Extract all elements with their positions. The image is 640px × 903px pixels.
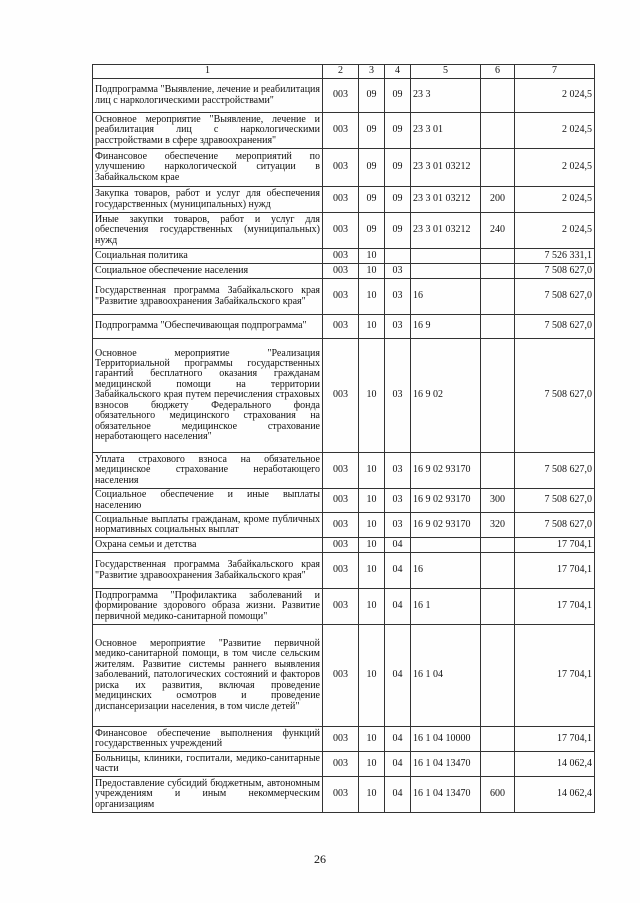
table-row: [93, 489, 595, 513]
amount-cell: 17 704,1: [515, 727, 595, 752]
expense-type-cell: 600: [481, 777, 515, 813]
target-article-cell: 16 1: [411, 589, 481, 625]
table-body: [93, 79, 595, 813]
item-name-cell: Больницы, клиники, госпитали, медико-санитарные части: [93, 752, 323, 777]
table-row: [93, 279, 595, 315]
amount-cell: 7 508 627,0: [515, 489, 595, 513]
section-cell: 09: [359, 79, 385, 113]
subsection-cell: 03: [385, 264, 411, 279]
table-row: [93, 453, 595, 489]
amount-cell: 2 024,5: [515, 79, 595, 113]
expense-type-cell: [481, 249, 515, 264]
target-article-cell: [411, 264, 481, 279]
amount-cell: 7 508 627,0: [515, 315, 595, 339]
expense-type-cell: [481, 315, 515, 339]
amount-cell: 7 508 627,0: [515, 453, 595, 489]
target-article-cell: 23 3 01: [411, 113, 481, 149]
expense-type-cell: [481, 339, 515, 453]
expense-type-cell: [481, 589, 515, 625]
item-name-cell: Финансовое обеспечение выполнения функций государственных учреждений: [93, 727, 323, 752]
table-row: [93, 187, 595, 213]
section-cell: 09: [359, 213, 385, 249]
item-name-cell: Подпрограмма "Обеспечивающая подпрограмма": [93, 315, 323, 339]
table-row: [93, 249, 595, 264]
expense-type-cell: [481, 553, 515, 589]
subsection-cell: 09: [385, 149, 411, 187]
amount-cell: 7 508 627,0: [515, 279, 595, 315]
expense-type-cell: [481, 279, 515, 315]
target-article-cell: [411, 249, 481, 264]
item-name-cell: Охрана семьи и детства: [93, 538, 323, 553]
grbs-cell: 003: [323, 553, 359, 589]
expense-type-cell: [481, 149, 515, 187]
section-cell: 10: [359, 315, 385, 339]
item-name-cell: Финансовое обеспечение мероприятий по улучшению наркологической ситуации в Забайкальском крае: [93, 149, 323, 187]
amount-cell: 7 508 627,0: [515, 339, 595, 453]
section-cell: 09: [359, 113, 385, 149]
item-name-cell: Социальная политика: [93, 249, 323, 264]
target-article-cell: 16: [411, 279, 481, 315]
target-article-cell: 16 9 02 93170: [411, 453, 481, 489]
grbs-cell: 003: [323, 513, 359, 538]
section-cell: 10: [359, 264, 385, 279]
grbs-cell: 003: [323, 249, 359, 264]
section-cell: 09: [359, 149, 385, 187]
subsection-cell: 03: [385, 489, 411, 513]
expense-type-cell: [481, 79, 515, 113]
expense-type-cell: 200: [481, 187, 515, 213]
grbs-cell: 003: [323, 453, 359, 489]
grbs-cell: 003: [323, 339, 359, 453]
grbs-cell: 003: [323, 79, 359, 113]
target-article-cell: 23 3 01 03212: [411, 187, 481, 213]
table-row: [93, 264, 595, 279]
table-row: [93, 589, 595, 625]
subsection-cell: 04: [385, 752, 411, 777]
expense-type-cell: [481, 538, 515, 553]
subsection-cell: [385, 249, 411, 264]
amount-cell: 2 024,5: [515, 149, 595, 187]
table-row: [93, 213, 595, 249]
grbs-cell: 003: [323, 752, 359, 777]
target-article-cell: 16 1 04 13470: [411, 777, 481, 813]
column-header-6: 6: [481, 65, 515, 79]
grbs-cell: 003: [323, 113, 359, 149]
grbs-cell: 003: [323, 149, 359, 187]
grbs-cell: 003: [323, 625, 359, 727]
target-article-cell: 16 9: [411, 315, 481, 339]
table-row: [93, 113, 595, 149]
subsection-cell: 09: [385, 79, 411, 113]
table-row: [93, 553, 595, 589]
column-header-5: 5: [411, 65, 481, 79]
budget-table: [92, 64, 595, 813]
grbs-cell: 003: [323, 538, 359, 553]
table-row: [93, 315, 595, 339]
amount-cell: 17 704,1: [515, 553, 595, 589]
grbs-cell: 003: [323, 315, 359, 339]
section-cell: 10: [359, 589, 385, 625]
target-article-cell: 23 3 01 03212: [411, 213, 481, 249]
item-name-cell: Иные закупки товаров, работ и услуг для обеспечения государственных (муниципальных) нужд: [93, 213, 323, 249]
amount-cell: 14 062,4: [515, 752, 595, 777]
grbs-cell: 003: [323, 187, 359, 213]
subsection-cell: 03: [385, 513, 411, 538]
expense-type-cell: 240: [481, 213, 515, 249]
section-cell: 09: [359, 187, 385, 213]
section-cell: 10: [359, 339, 385, 453]
target-article-cell: 16 1 04 13470: [411, 752, 481, 777]
item-name-cell: Государственная программа Забайкальского края "Развитие здравоохранения Забайкальского края": [93, 553, 323, 589]
target-article-cell: 23 3 01 03212: [411, 149, 481, 187]
item-name-cell: Основное мероприятие "Выявление, лечение и реабилитация лиц с наркологическими расстройствами в сфере здравоохранения": [93, 113, 323, 149]
target-article-cell: 16: [411, 553, 481, 589]
subsection-cell: 03: [385, 339, 411, 453]
item-name-cell: Уплата страхового взноса на обязательное медицинское страхование неработающего населения: [93, 453, 323, 489]
table-row: [93, 339, 595, 453]
item-name-cell: Подпрограмма "Выявление, лечение и реабилитация лиц с наркологическими расстройствами": [93, 79, 323, 113]
amount-cell: 2 024,5: [515, 213, 595, 249]
item-name-cell: Социальное обеспечение населения: [93, 264, 323, 279]
expense-type-cell: [481, 727, 515, 752]
column-header-7: 7: [515, 65, 595, 79]
target-article-cell: [411, 538, 481, 553]
target-article-cell: 16 9 02 93170: [411, 489, 481, 513]
item-name-cell: Подпрограмма "Профилактика заболеваний и формирование здорового образа жизни. Развитие первичной медико-санитарной помощи": [93, 589, 323, 625]
subsection-cell: 09: [385, 213, 411, 249]
subsection-cell: 04: [385, 589, 411, 625]
grbs-cell: 003: [323, 489, 359, 513]
subsection-cell: 03: [385, 315, 411, 339]
item-name-cell: Предоставление субсидий бюджетным, автономным учреждениям и иным некоммерческим организациям: [93, 777, 323, 813]
expense-type-cell: [481, 113, 515, 149]
subsection-cell: 04: [385, 553, 411, 589]
target-article-cell: 23 3: [411, 79, 481, 113]
item-name-cell: Основное мероприятие "Развитие первичной медико-санитарной помощи, в том числе сельским жителям. Развитие системы раннего выявления заболеваний, патологических состояний и факторов риска их развития, включая проведение медицинских осмотров и проведение диспансеризации населения, в том числе детей": [93, 625, 323, 727]
item-name-cell: Государственная программа Забайкальского края "Развитие здравоохранения Забайкальского края": [93, 279, 323, 315]
column-header-2: 2: [323, 65, 359, 79]
grbs-cell: 003: [323, 727, 359, 752]
subsection-cell: 04: [385, 625, 411, 727]
section-cell: 10: [359, 249, 385, 264]
item-name-cell: Социальные выплаты гражданам, кроме публичных нормативных социальных выплат: [93, 513, 323, 538]
subsection-cell: 03: [385, 279, 411, 315]
item-name-cell: Закупка товаров, работ и услуг для обеспечения государственных (муниципальных) нужд: [93, 187, 323, 213]
amount-cell: 7 508 627,0: [515, 264, 595, 279]
amount-cell: 7 526 331,1: [515, 249, 595, 264]
target-article-cell: 16 9 02 93170: [411, 513, 481, 538]
table-row: [93, 727, 595, 752]
table-row: [93, 625, 595, 727]
amount-cell: 7 508 627,0: [515, 513, 595, 538]
amount-cell: 2 024,5: [515, 113, 595, 149]
amount-cell: 14 062,4: [515, 777, 595, 813]
section-cell: 10: [359, 513, 385, 538]
table-row: [93, 752, 595, 777]
target-article-cell: 16 9 02: [411, 339, 481, 453]
subsection-cell: 04: [385, 727, 411, 752]
item-name-cell: Социальное обеспечение и иные выплаты населению: [93, 489, 323, 513]
section-cell: 10: [359, 453, 385, 489]
grbs-cell: 003: [323, 264, 359, 279]
expense-type-cell: [481, 453, 515, 489]
expense-type-cell: 300: [481, 489, 515, 513]
grbs-cell: 003: [323, 213, 359, 249]
column-header-3: 3: [359, 65, 385, 79]
expense-type-cell: 320: [481, 513, 515, 538]
subsection-cell: 09: [385, 113, 411, 149]
header-row: [93, 65, 595, 79]
page-number: 26: [314, 852, 326, 866]
subsection-cell: 09: [385, 187, 411, 213]
subsection-cell: 04: [385, 538, 411, 553]
column-header-1: 1: [93, 65, 323, 79]
grbs-cell: 003: [323, 589, 359, 625]
section-cell: 10: [359, 489, 385, 513]
grbs-cell: 003: [323, 777, 359, 813]
expense-type-cell: [481, 264, 515, 279]
amount-cell: 17 704,1: [515, 538, 595, 553]
table-row: [93, 777, 595, 813]
amount-cell: 2 024,5: [515, 187, 595, 213]
amount-cell: 17 704,1: [515, 625, 595, 727]
table-row: [93, 538, 595, 553]
section-cell: 10: [359, 538, 385, 553]
target-article-cell: 16 1 04: [411, 625, 481, 727]
section-cell: 10: [359, 625, 385, 727]
grbs-cell: 003: [323, 279, 359, 315]
section-cell: 10: [359, 279, 385, 315]
subsection-cell: 03: [385, 453, 411, 489]
section-cell: 10: [359, 752, 385, 777]
item-name-cell: Основное мероприятие "Реализация Территориальной программы государственных гарантий бесплатного оказания гражданам медицинской помощи на территории Забайкальского края путем перечисления страховых взносов бюджету Федерального фонда обязательного медицинского страхования на обязательное медицинское страхование неработающего населения": [93, 339, 323, 453]
column-header-4: 4: [385, 65, 411, 79]
subsection-cell: 04: [385, 777, 411, 813]
section-cell: 10: [359, 727, 385, 752]
target-article-cell: 16 1 04 10000: [411, 727, 481, 752]
section-cell: 10: [359, 553, 385, 589]
table-row: [93, 513, 595, 538]
table-row: [93, 79, 595, 113]
expense-type-cell: [481, 752, 515, 777]
expense-type-cell: [481, 625, 515, 727]
section-cell: 10: [359, 777, 385, 813]
amount-cell: 17 704,1: [515, 589, 595, 625]
table-row: [93, 149, 595, 187]
